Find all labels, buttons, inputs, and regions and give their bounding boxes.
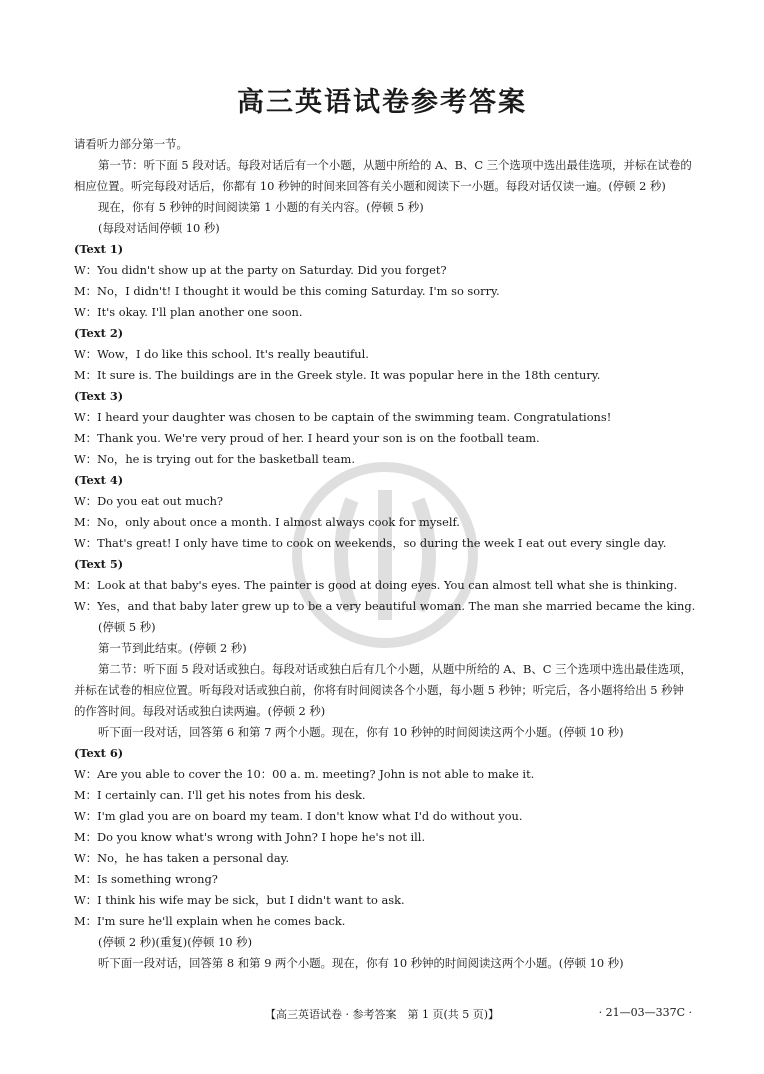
dialogue-line: W：That's great! I only have time to cook on weekends，so during the week I eat out every single day. [74,536,667,550]
dialogue-line: M：No，only about once a month. I almost always cook for myself. [74,515,460,529]
text5-label: (Text 5) [74,557,124,571]
section1-end: 第一节到此结束。(停顿 2 秒) [98,641,247,655]
section2-q67: 听下面一段对话，回答第 6 和第 7 两个小题。现在，你有 10 秒钟的时间阅读这两个小题。(停顿 10 秒) [98,725,624,739]
text2-label: (Text 2) [74,326,124,340]
dialogue-line: W：It's okay. I'll plan another one soon. [74,305,303,319]
footer-code: · 21—03—337C · [598,1006,692,1019]
dialogue-line: W：No，he is trying out for the basketball team. [74,452,355,466]
text1-label: (Text 1) [74,242,124,256]
dialogue-line: W：Are you able to cover the 10：00 a. m. meeting? John is not able to make it. [74,767,535,781]
dialogue-line: M：Look at that baby's eyes. The painter is good at doing eyes. You can almost tell what she is thinking. [74,578,678,592]
text4-label: (Text 4) [74,473,124,487]
dialogue-line: M：It sure is. The buildings are in the Greek style. It was popular here in the 18th century. [74,368,601,382]
dialogue-line: W：You didn't show up at the party on Saturday. Did you forget? [74,263,447,277]
dialogue-line: W：I think his wife may be sick，but I didn't want to ask. [74,893,405,907]
document-body [74,134,694,974]
dialogue-line: W：I'm glad you are on board my team. I don't know what I'd do without you. [74,809,523,823]
section2-q89: 听下面一段对话，回答第 8 和第 9 两个小题。现在，你有 10 秒钟的时间阅读这两个小题。(停顿 10 秒) [98,956,624,970]
dialogue-line: W：Do you eat out much? [74,494,224,508]
dialogue-line: M：Do you know what's wrong with John? I hope he's not ill. [74,830,426,844]
footer-page-info: 【高三英语试卷 · 参考答案 第 1 页(共 5 页)】 [264,1008,500,1021]
intro-line: 请看听力部分第一节。 [74,137,188,151]
dialogue-line: M：No，I didn't! I thought it would be this coming Saturday. I'm so sorry. [74,284,500,298]
dialogue-line: W：I heard your daughter was chosen to be captain of the swimming team. Congratulations! [74,410,612,424]
page-title: 高三英语试卷参考答案 [237,87,527,118]
dialogue-line: W：Wow，I do like this school. It's really beautiful. [74,347,369,361]
text3-label: (Text 3) [74,389,124,403]
dialogue-line: W：No，he has taken a personal day. [74,851,290,865]
section2-instruction: 第二节：听下面 5 段对话或独白。每段对话或独白后有几个小题，从题中所给的 A、B、C 三个选项中选出最佳选项，并标在试卷的相应位置。听每段对话或独白前，你将有时间阅读各个小题，每小题 5 秒钟；听完后，各小题将给出 5 秒钟的作答时间。每段对话或独白读两遍。(停顿 2 秒) [74,662,692,718]
pause-5-line: (停顿 5 秒) [98,620,156,634]
section1-now: 现在，你有 5 秒钟的时间阅读第 1 小题的有关内容。(停顿 5 秒) [98,200,424,214]
dialogue-line: W：Yes，and that baby later grew up to be a very beautiful woman. The man she married became the king. [74,599,696,613]
text6-label: (Text 6) [74,746,124,760]
dialogue-line: M：I'm sure he'll explain when he comes back. [74,914,346,928]
dialogue-line: M：Thank you. We're very proud of her. I heard your son is on the football team. [74,431,540,445]
section1-pause-note: (每段对话间停顿 10 秒) [98,221,220,235]
dialogue-line: M：I certainly can. I'll get his notes from his desk. [74,788,366,802]
dialogue-line: M：Is something wrong? [74,872,218,886]
repeat-line: (停顿 2 秒)(重复)(停顿 10 秒) [98,935,253,949]
section1-instruction: 第一节：听下面 5 段对话。每段对话后有一个小题，从题中所给的 A、B、C 三个选项中选出最佳选项，并标在试卷的相应位置。听完每段对话后，你都有 10 秒钟的时间来回答有关小题和阅读下一小题。每段对话仅读一遍。(停顿 2 秒) [74,158,692,193]
